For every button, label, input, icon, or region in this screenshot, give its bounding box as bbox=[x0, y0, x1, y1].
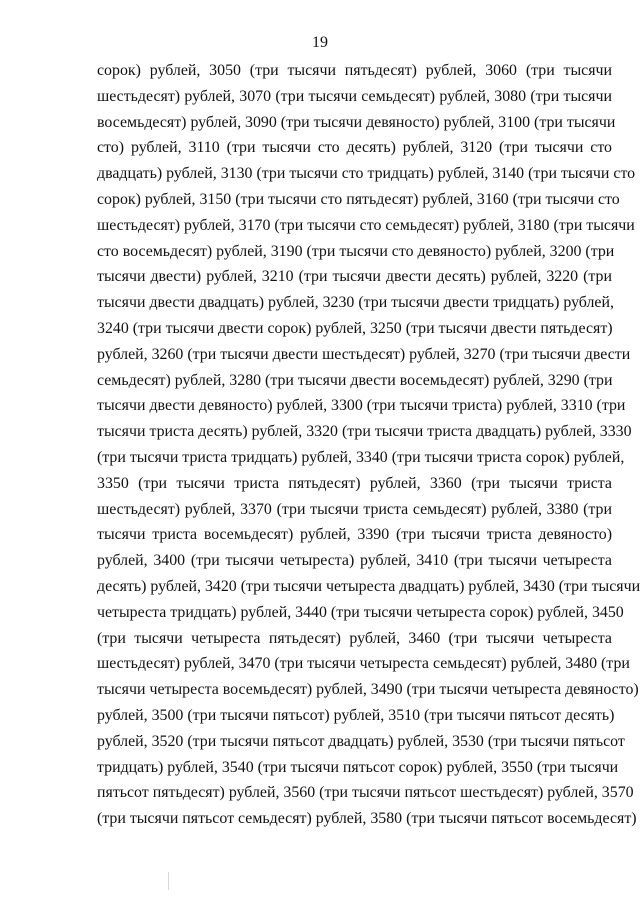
text-line: тысячи двести девяносто) рублей, 3300 (три тысячи триста) рублей, 3310 (три bbox=[97, 397, 626, 415]
text-line: семьдесят) рублей, 3280 (три тысячи двести восемьдесят) рублей, 3290 (три bbox=[97, 371, 613, 389]
text-line: шестьдесят) рублей, 3070 (три тысячи семьдесят) рублей, 3080 (три тысячи bbox=[97, 87, 612, 105]
text-line: рублей, 3520 (три тысячи пятьсот двадцать) рублей, 3530 (три тысячи пятьсот bbox=[97, 732, 625, 750]
text-line: тысячи четыреста восемьдесят) рублей, 3490 (три тысячи четыреста девяносто) bbox=[97, 681, 639, 699]
text-line: шестьдесят) рублей, 3170 (три тысячи сто семьдесят) рублей, 3180 (три тысячи bbox=[97, 216, 635, 234]
text-line: четыреста тридцать) рублей, 3440 (три тысячи четыреста сорок) рублей, 3450 bbox=[97, 603, 624, 621]
text-line: (три тысячи пятьсот семьдесят) рублей, 3580 (три тысячи пятьсот восемьдесят) bbox=[97, 810, 637, 828]
scan-artifact-mark bbox=[168, 872, 169, 890]
text-line: тысячи триста десять) рублей, 3320 (три тысячи триста двадцать) рублей, 3330 bbox=[97, 423, 632, 441]
text-line: 3350 (три тысячи триста пятьдесят) рублей, 3360 (три тысячи триста bbox=[97, 474, 612, 492]
text-line: рублей, 3500 (три тысячи пятьсот) рублей, 3510 (три тысячи пятьсот десять) bbox=[97, 706, 615, 724]
text-line: тысячи двести двадцать) рублей, 3230 (три тысячи двести тридцать) рублей, bbox=[97, 294, 614, 312]
text-line: тысячи триста восемьдесят) рублей, 3390 (три тысячи триста девяносто) bbox=[97, 526, 612, 544]
text-line: сто) рублей, 3110 (три тысячи сто десять) рублей, 3120 (три тысячи сто bbox=[97, 139, 612, 157]
page-number: 19 bbox=[312, 34, 328, 51]
text-line: восемьдесят) рублей, 3090 (три тысячи девяносто) рублей, 3100 (три тысячи bbox=[97, 113, 616, 131]
text-line: сто восемьдесят) рублей, 3190 (три тысячи сто девяносто) рублей, 3200 (три bbox=[97, 242, 615, 260]
text-line: (три тысячи триста тридцать) рублей, 3340 (три тысячи триста сорок) рублей, bbox=[97, 448, 625, 466]
body-text bbox=[97, 58, 640, 832]
text-line: сорок) рублей, 3050 (три тысячи пятьдесят) рублей, 3060 (три тысячи bbox=[97, 62, 612, 79]
text-line: шестьдесят) рублей, 3470 (три тысячи четыреста семьдесят) рублей, 3480 (три bbox=[97, 655, 630, 673]
text-line: шестьдесят) рублей, 3370 (три тысячи триста семьдесят) рублей, 3380 (три bbox=[97, 500, 612, 518]
text-line: 3240 (три тысячи двести сорок) рублей, 3250 (три тысячи двести пятьдесят) bbox=[97, 319, 613, 337]
text-line: (три тысячи четыреста пятьдесят) рублей, 3460 (три тысячи четыреста bbox=[97, 629, 612, 647]
text-line: рублей, 3400 (три тысячи четыреста) рублей, 3410 (три тысячи четыреста bbox=[97, 552, 612, 570]
text-line: десять) рублей, 3420 (три тысячи четыреста двадцать) рублей, 3430 (три тысячи bbox=[97, 577, 640, 595]
text-line: тридцать) рублей, 3540 (три тысячи пятьсот сорок) рублей, 3550 (три тысячи bbox=[97, 758, 619, 776]
text-line: сорок) рублей, 3150 (три тысячи сто пятьдесят) рублей, 3160 (три тысячи сто bbox=[97, 190, 620, 208]
text-line: пятьсот пятьдесят) рублей, 3560 (три тысячи пятьсот шестьдесят) рублей, 3570 bbox=[97, 784, 634, 802]
text-line: рублей, 3260 (три тысячи двести шестьдесят) рублей, 3270 (три тысячи двести bbox=[97, 345, 631, 363]
text-line: тысячи двести) рублей, 3210 (три тысячи двести десять) рублей, 3220 (три bbox=[97, 268, 612, 286]
text-line: двадцать) рублей, 3130 (три тысячи сто тридцать) рублей, 3140 (три тысячи сто bbox=[97, 165, 636, 183]
